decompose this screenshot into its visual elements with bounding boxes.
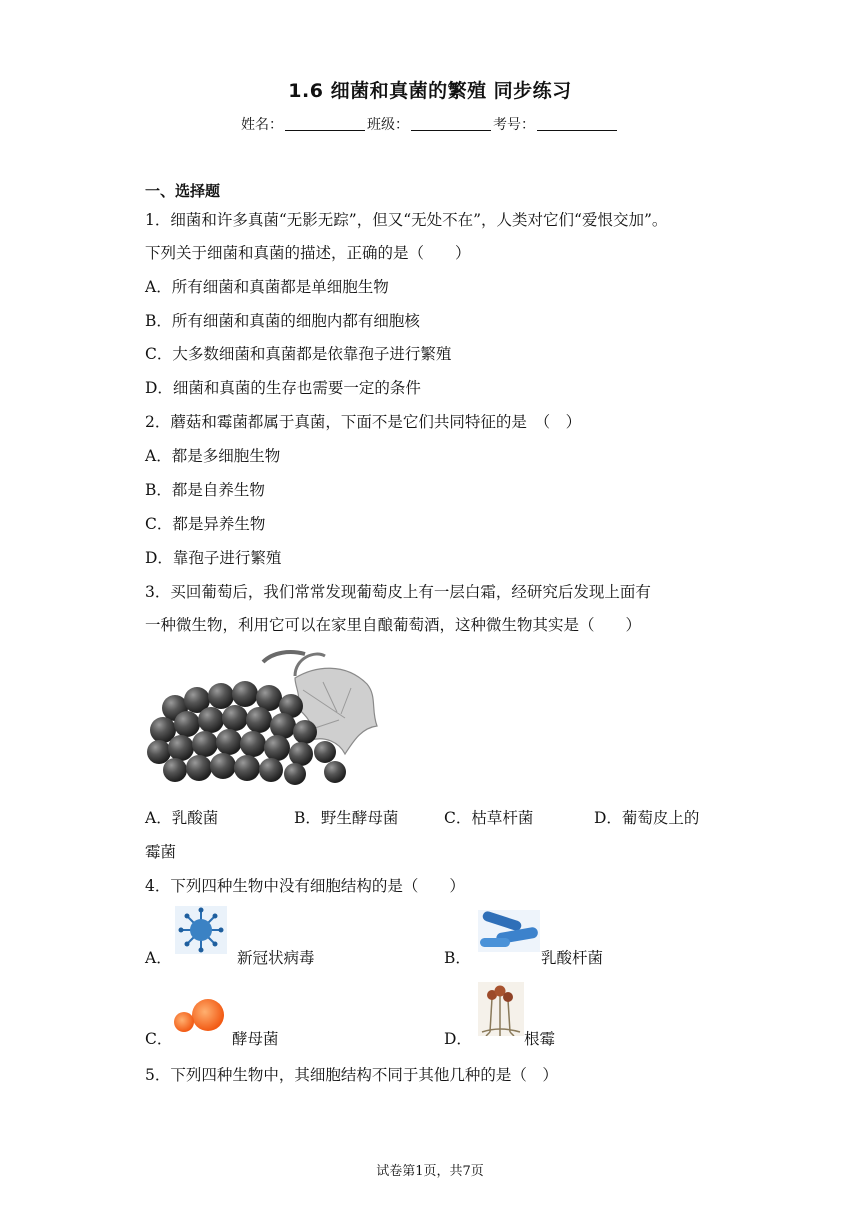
name-blank[interactable] (285, 116, 365, 131)
q2-option-b: B．都是自养生物 (145, 481, 265, 499)
bacteria-icon (478, 910, 540, 952)
q4-option-a: 新冠状病毒 (237, 949, 315, 967)
q1-option-c: C．大多数细菌和真菌都是依靠孢子进行繁殖 (145, 345, 452, 363)
q3-option-b: B．野生酵母菌 (294, 809, 399, 827)
grapes-image (145, 648, 381, 792)
q4-option-d-letter: D． (444, 1030, 472, 1048)
q4-option-b-letter: B． (444, 949, 471, 967)
page-footer: 试卷第1页，共7页 (376, 1164, 484, 1179)
q3-stem-line2: 一种微生物，利用它可以在家里自酿葡萄酒，这种微生物其实是（ ） (145, 616, 642, 634)
q2-option-c: C．都是异养生物 (145, 515, 266, 533)
section-heading: 一、选择题 (145, 182, 221, 200)
q4-option-a-letter: A． (145, 949, 172, 967)
exam-blank[interactable] (537, 116, 617, 131)
q4-option-b: 乳酸杆菌 (541, 949, 604, 967)
q1-stem-line2: 下列关于细菌和真菌的描述，正确的是（ ） (145, 244, 471, 262)
q1-option-d: D．细菌和真菌的生存也需要一定的条件 (145, 379, 421, 397)
q3-stem-line1: 3．买回葡萄后，我们常常发现葡萄皮上有一层白霜，经研究后发现上面有 (145, 583, 651, 601)
q1-option-b: B．所有细菌和真菌的细胞内都有细胞核 (145, 312, 420, 330)
q4-option-d: 根霉 (524, 1030, 556, 1048)
yeast-icon (170, 998, 230, 1034)
q1-stem-line1: 1．细菌和许多真菌“无影无踪”，但又“无处不在”，人类对它们“爱恨交加”。 (145, 211, 668, 229)
name-label: 姓名： (241, 117, 283, 133)
student-info (0, 114, 860, 134)
q1-option-a: A．所有细菌和真菌都是单细胞生物 (145, 278, 389, 296)
q3-option-c: C．枯草杆菌 (444, 809, 534, 827)
q2-option-a: A．都是多细胞生物 (145, 447, 281, 465)
page-title: 1.6 细菌和真菌的繁殖 同步练习 (288, 80, 572, 102)
q4-option-c: 酵母菌 (232, 1030, 279, 1048)
q3-option-d: D．葡萄皮上的 (594, 809, 700, 827)
virus-icon (175, 906, 227, 954)
q5-stem: 5．下列四种生物中，其细胞结构不同于其他几种的是（ ） (145, 1066, 558, 1084)
exam-label: 考号： (493, 117, 535, 133)
q2-option-d: D．靠孢子进行繁殖 (145, 549, 282, 567)
q3-option-d-continued: 霉菌 (145, 843, 177, 861)
class-label: 班级： (367, 117, 409, 133)
q3-option-a: A．乳酸菌 (145, 809, 219, 827)
class-blank[interactable] (411, 116, 491, 131)
q4-option-c-letter: C． (145, 1030, 173, 1048)
mold-icon (478, 982, 524, 1036)
q2-stem: 2．蘑菇和霉菌都属于真菌，下面不是它们共同特征的是 （ ） (145, 413, 582, 431)
q4-stem: 4．下列四种生物中没有细胞结构的是（ ） (145, 877, 465, 895)
